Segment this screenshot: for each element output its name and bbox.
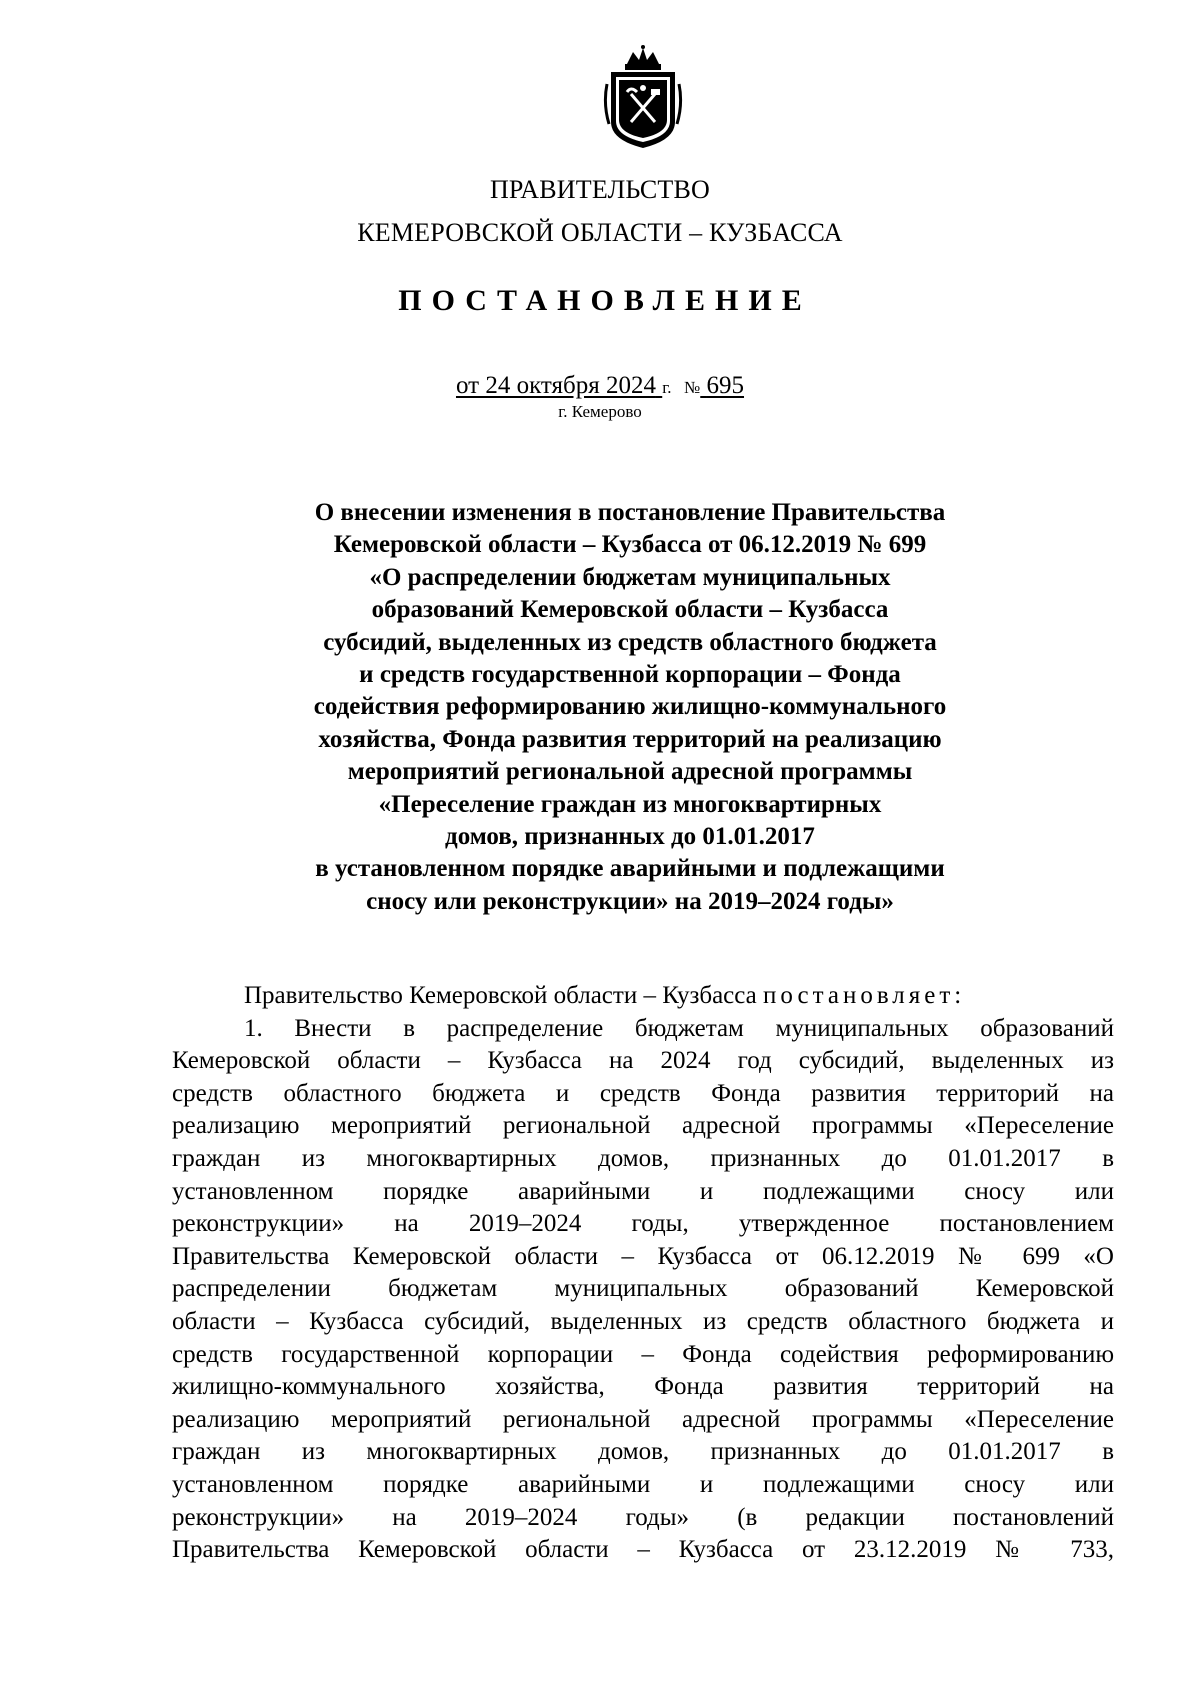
body-line: Кемеровской области – Кузбасса на 2024 год субсидий, выделенных из (172, 1047, 1114, 1075)
number-sign: № (684, 378, 701, 397)
body-line: средств областного бюджета и средств Фонда развития территорий на (172, 1079, 1114, 1107)
title-line: в установленном порядке аварийными и подлежащими (315, 855, 945, 883)
body-line: 1. Внести в распределение бюджетам муниципальных образований (244, 1014, 1114, 1042)
government-name-line1: ПРАВИТЕЛЬСТВО (489, 175, 711, 204)
document-number: 695 (706, 372, 745, 399)
body-line: жилищно-коммунального хозяйства, Фонда развития территорий на (172, 1373, 1114, 1401)
body-line: средств государственной корпорации – Фонда содействия реформированию (172, 1340, 1114, 1368)
government-name-line2: КЕМЕРОВСКОЙ ОБЛАСТИ – КУЗБАССА (357, 218, 843, 247)
document-type: ПОСТАНОВЛЕНИЕ (398, 284, 812, 317)
body-line: Правительства Кемеровской области – Кузбасса от 23.12.2019 № 733, (172, 1536, 1114, 1564)
body-line: граждан из многоквартирных домов, признанных до 01.01.2017 в (172, 1144, 1114, 1172)
document-city: г. Кемерово (558, 402, 642, 421)
title-line: домов, признанных до 01.01.2017 (445, 823, 815, 851)
body-line: Правительства Кемеровской области – Кузбасса от 06.12.2019 № 699 «О (172, 1242, 1114, 1270)
intro-decree-word: постановляет: (763, 982, 966, 1009)
title-line: О внесении изменения в постановление Правительства (314, 499, 946, 526)
title-line: субсидий, выделенных из средств областного бюджета (323, 628, 937, 656)
year-suffix: г. (662, 378, 672, 397)
title-line: сносу или реконструкции» на 2019–2024 годы» (366, 887, 894, 915)
title-line: образований Кемеровской области – Кузбасса (371, 596, 889, 624)
body-line: распределении бюджетам муниципальных образований Кемеровской (172, 1275, 1114, 1303)
document-title (250, 497, 1010, 918)
document-body (172, 980, 1114, 1567)
document-date: от 24 октября 2024 (455, 372, 656, 399)
body-line: реализацию мероприятий региональной адресной программы «Переселение (172, 1112, 1114, 1140)
title-line: мероприятий региональной адресной программы (347, 758, 913, 786)
title-line: хозяйства, Фонда развития территорий на реализацию (318, 725, 942, 753)
title-line: «О распределении бюджетам муниципальных (369, 563, 891, 591)
body-line: реконструкции» на 2019–2024 годы» (в редакции постановлений (172, 1503, 1114, 1531)
body-intro (172, 980, 1114, 1013)
body-line: граждан из многоквартирных домов, признанных до 01.01.2017 в (172, 1438, 1114, 1466)
body-line: области – Кузбасса субсидий, выделенных из средств областного бюджета и (172, 1307, 1114, 1335)
title-line: «Переселение граждан из многоквартирных (378, 790, 882, 818)
title-line: содействия реформированию жилищно-коммунального (313, 693, 947, 721)
body-line: установленном порядке аварийными и подлежащими сносу или (172, 1177, 1114, 1205)
title-line: и средств государственной корпорации – Фонда (359, 661, 901, 689)
body-line: реконструкции» на 2019–2024 годы, утвержденное постановлением (172, 1210, 1114, 1238)
document-date-number (0, 372, 1200, 400)
body-line: установленном порядке аварийными и подлежащими сносу или (172, 1470, 1114, 1498)
body-line: реализацию мероприятий региональной адресной программы «Переселение (172, 1405, 1114, 1433)
intro-text: Правительство Кемеровской области – Кузбасса (244, 982, 757, 1009)
title-line: Кемеровской области – Кузбасса от 06.12.2019 № 699 (333, 531, 927, 559)
coat-of-arms-icon (603, 44, 683, 152)
